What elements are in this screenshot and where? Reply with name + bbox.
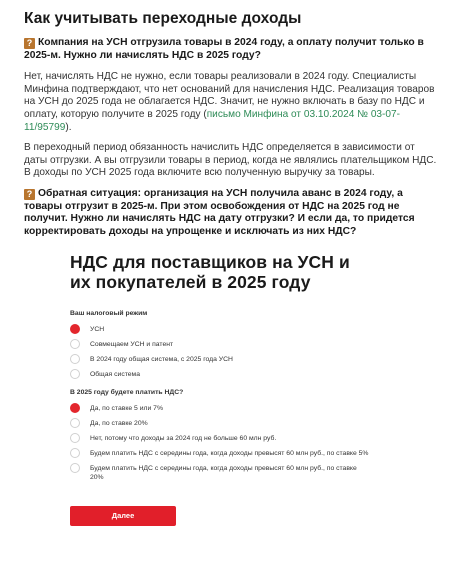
answer-1-end: ). <box>65 121 72 133</box>
answer-paragraph-2: В переходный период обязанность начислить НДС определяется в зависимости от даты отгрузки. А вы отгрузили товары в период, когда не являлись плательщиком НДС. В доходы по УСН 2025 года включите всю полученную выручку за товары. <box>24 142 437 179</box>
radio-option-5-7[interactable] <box>70 404 370 413</box>
vat-payment-label: В 2025 году будете платить НДС? <box>70 389 184 397</box>
radio-option-label: Будем платить НДС с середины года, когда доходы превысят 60 млн руб., по ставке 5% <box>90 450 369 458</box>
radio-option-usn[interactable] <box>70 325 370 334</box>
form-title: НДС для поставщиков на УСН и их покупателей в 2025 году <box>70 252 350 293</box>
radio-option-midyear-5[interactable] <box>70 449 370 458</box>
question-icon: ? <box>24 38 35 49</box>
radio-option-label: Нет, потому что доходы за 2024 год не больше 60 млн руб. <box>90 435 277 443</box>
answer-paragraph-1 <box>24 71 438 134</box>
radio-option-exempt[interactable] <box>70 434 370 443</box>
radio-button[interactable] <box>70 433 80 443</box>
radio-option-label: Общая система <box>90 371 140 379</box>
radio-button[interactable] <box>70 369 80 379</box>
radio-button[interactable] <box>70 339 80 349</box>
radio-button-selected[interactable] <box>70 403 80 413</box>
radio-button[interactable] <box>70 463 80 473</box>
radio-option-osno-to-usn[interactable] <box>70 355 370 364</box>
radio-button[interactable] <box>70 354 80 364</box>
vat-calculator-form <box>70 252 370 526</box>
radio-button[interactable] <box>70 448 80 458</box>
radio-option-label: В 2024 году общая система, с 2025 года УСН <box>90 356 233 364</box>
vat-payment-options <box>70 404 370 482</box>
radio-button-selected[interactable] <box>70 324 80 334</box>
minfin-letter-link[interactable]: письмо Минфина от 03.10.2024 № 03-07-11/95799 <box>24 108 400 133</box>
tax-regime-label: Ваш налоговый режим <box>70 310 148 318</box>
radio-option-label: Да, по ставке 5 или 7% <box>90 405 163 413</box>
question-icon: ? <box>24 189 35 200</box>
question-2-text: Обратная ситуация: организация на УСН получила аванс в 2024 году, а товары отгрузит в 2025-м. При этом освобождения от НДС на 2025 год не получит. Нужно ли начислять НДС на дату отгрузки? И если да, то придется корректировать доходы на упрощенке и исключать из них НДС? <box>24 187 415 237</box>
radio-option-label: Совмещаем УСН и патент <box>90 341 174 349</box>
tax-regime-options <box>70 325 370 379</box>
radio-option-label: Да, по ставке 20% <box>90 420 148 428</box>
next-button[interactable]: Далее <box>70 506 176 526</box>
answer-1-text: Нет, начислять НДС не нужно, если товары реализовали в 2024 году. Специалисты Минфина подтверждают, что нет оснований для начисления НДС. Реализация товаров на УСН до 2025 года не облагается НДС. Значит, не нужно включать в базу по НДС и оплату, которую получите в 2025 году ( <box>24 71 435 120</box>
radio-option-midyear-20[interactable] <box>70 464 370 482</box>
question-1-text: Компания на УСН отгрузила товары в 2024 году, а оплату получит только в 2025-м. Нужно ли начислять НДС в 2025 году? <box>24 37 424 61</box>
radio-button[interactable] <box>70 418 80 428</box>
radio-option-usn-patent[interactable] <box>70 340 370 349</box>
article-title: Как учитывать переходные доходы <box>24 10 302 27</box>
radio-option-label: Будем платить НДС с середины года, когда доходы превысят 60 млн руб., по ставке 20% <box>90 465 357 482</box>
radio-option-20[interactable] <box>70 419 370 428</box>
question-1 <box>24 37 438 62</box>
radio-option-osno[interactable] <box>70 370 370 379</box>
radio-option-label: УСН <box>90 326 105 334</box>
question-2 <box>24 188 438 238</box>
